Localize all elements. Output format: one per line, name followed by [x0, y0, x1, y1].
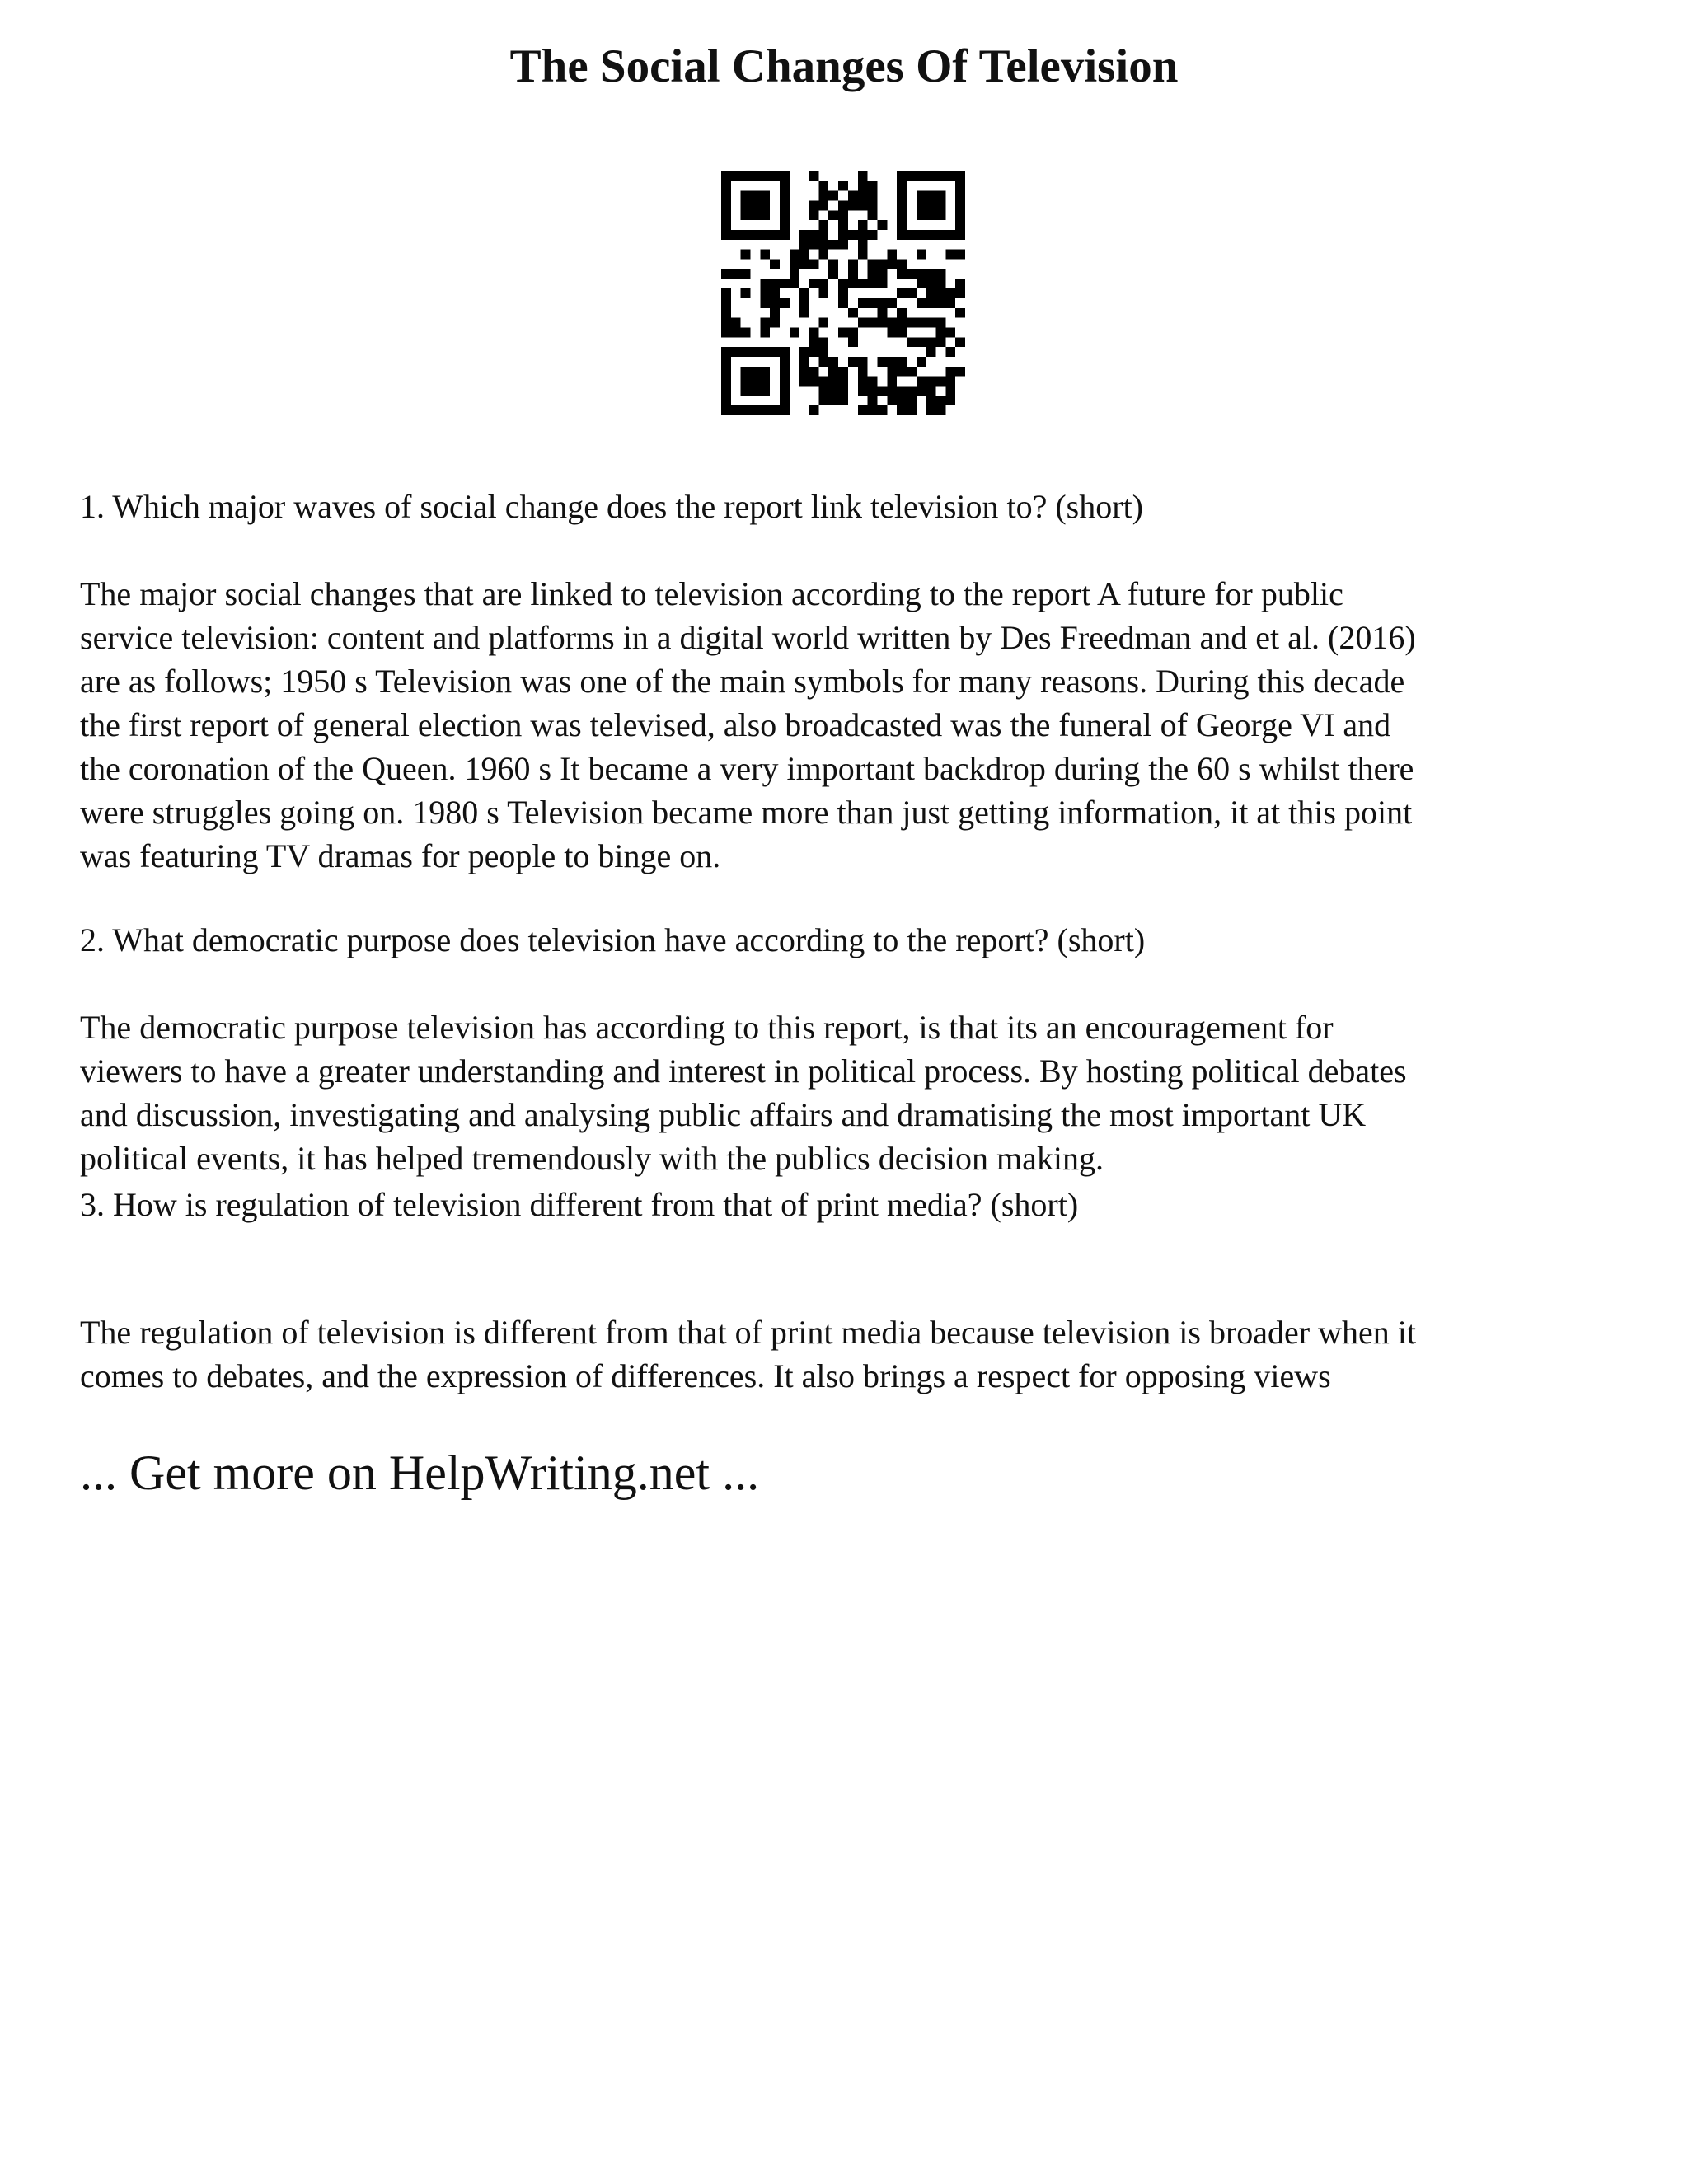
answer-3 — [80, 1310, 1629, 1398]
answer-line: the coronation of the Queen. 1960 s It became a very important backdrop during the 60 s whilst there — [80, 750, 1414, 787]
answer-line: service television: content and platforms in a digital world written by Des Freedman and et al. (2016) — [80, 619, 1416, 656]
answer-line: and discussion, investigating and analysing public affairs and dramatising the most important UK — [80, 1096, 1367, 1133]
answer-line: The major social changes that are linked to television according to the report A future for public — [80, 575, 1343, 612]
answer-line: were struggles going on. 1980 s Television became more than just getting information, it at this point — [80, 794, 1413, 831]
answer-line: viewers to have a greater understanding and interest in political process. By hosting political debates — [80, 1052, 1407, 1090]
answer-2 — [80, 1005, 1629, 1180]
answer-line: comes to debates, and the expression of differences. It also brings a respect for opposing views — [80, 1357, 1331, 1394]
helpwriting-link[interactable]: ... Get more on HelpWriting.net ... — [80, 1446, 760, 1500]
answer-line: the first report of general election was televised, also broadcasted was the funeral of George VI and — [80, 706, 1391, 743]
answer-line: The democratic purpose television has according to this report, is that its an encouragement for — [80, 1009, 1334, 1046]
qr-code-icon — [721, 171, 965, 415]
question-1: 1. Which major waves of social change does the report link television to? (short) — [80, 488, 1143, 525]
question-2: 2. What democratic purpose does television have according to the report? (short) — [80, 921, 1146, 958]
answer-1 — [80, 572, 1629, 878]
question-3: 3. How is regulation of television different from that of print media? (short) — [80, 1186, 1079, 1223]
answer-line: are as follows; 1950 s Television was one of the main symbols for many reasons. During this decade — [80, 663, 1405, 700]
page-title: The Social Changes Of Television — [509, 40, 1179, 92]
answer-line: was featuring TV dramas for people to binge on. — [80, 837, 721, 874]
answer-line: The regulation of television is different from that of print media because television is broader when it — [80, 1314, 1416, 1351]
answer-line: political events, it has helped tremendously with the publics decision making. — [80, 1140, 1104, 1177]
